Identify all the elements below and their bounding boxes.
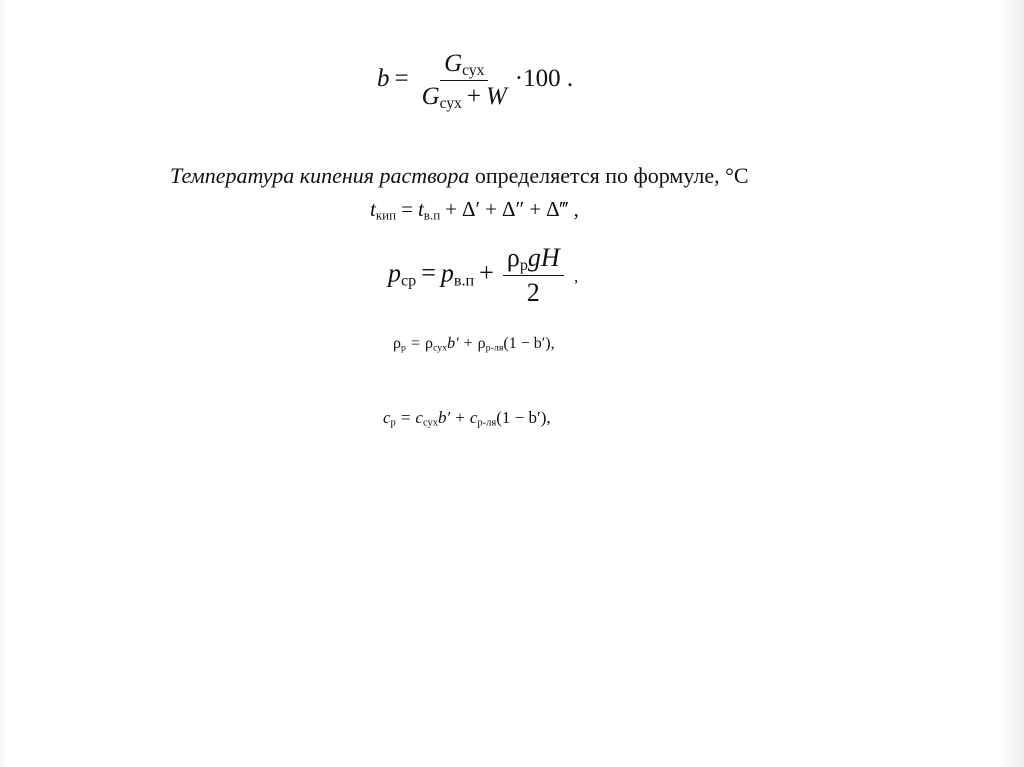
var-b-prime: b′ (438, 408, 451, 427)
var-t: t (417, 197, 424, 221)
var-c: c (415, 408, 423, 427)
equals-sign: = (421, 258, 436, 288)
delta-triple-prime: Δ‴ (546, 197, 569, 221)
plus-sign: + (463, 335, 473, 352)
var-g: G (421, 83, 440, 110)
fraction (503, 243, 564, 308)
var-t: t (370, 197, 376, 221)
numerator (440, 50, 488, 81)
denominator-value: 2 (526, 278, 540, 307)
slide-edge-shadow-right (998, 0, 1024, 767)
equals-sign: = (401, 197, 413, 221)
dot-operator: · (514, 65, 524, 93)
formula-solution-density (393, 335, 555, 353)
var-w: W (485, 83, 507, 110)
equals-sign: = (410, 335, 420, 352)
comma: , (546, 408, 551, 427)
subscript: р (390, 417, 396, 429)
var-gh: gH (527, 243, 560, 272)
var-g: G (444, 50, 463, 77)
intro-text (170, 163, 749, 189)
delta-double-prime: Δ″ (501, 197, 525, 221)
denominator (523, 276, 544, 308)
delta-prime: Δ′ (462, 197, 481, 221)
var-c: c (383, 408, 391, 427)
var-rho: ρ (393, 335, 401, 352)
formula-mean-pressure (388, 243, 578, 308)
parenthesized-term: (1 − b′) (503, 335, 551, 352)
var-p: p (440, 258, 454, 288)
var-c: c (469, 408, 478, 427)
formula-boiling-temperature (370, 197, 579, 222)
period: . (566, 65, 574, 93)
var-rho: ρ (477, 335, 486, 352)
subscript: р (519, 257, 528, 275)
intro-italic: Температура кипения раствора (170, 163, 470, 188)
plus-sign: + (445, 197, 458, 221)
numerator (503, 243, 564, 276)
subscript: р-ля (485, 342, 504, 354)
comma: , (574, 268, 579, 286)
subscript: сух (432, 342, 448, 354)
plus-sign: + (479, 258, 494, 288)
slide-edge-shadow-left (0, 0, 8, 767)
fraction (418, 50, 511, 111)
var-rho: ρ (424, 335, 433, 352)
subscript: сух (422, 417, 439, 429)
plus-sign: + (485, 197, 497, 221)
var-b: b (377, 65, 390, 93)
denominator (418, 81, 511, 111)
subscript: сух (439, 94, 462, 112)
subscript: кип (375, 207, 397, 223)
equals-sign: = (394, 65, 409, 93)
subscript: сух (462, 61, 485, 79)
var-rho: ρ (506, 243, 520, 272)
subscript: в.п (453, 272, 475, 290)
comma: , (573, 197, 579, 221)
multiplier: 100 (523, 65, 561, 93)
subscript: р-ля (477, 417, 497, 429)
formula-solution-heat-capacity (383, 408, 551, 428)
comma: , (550, 335, 555, 352)
var-b-prime: b′ (447, 335, 459, 352)
subscript: в.п (423, 207, 441, 223)
plus-sign: + (455, 408, 465, 427)
intro-rest: определяется по формуле, °С (469, 163, 749, 188)
var-p: p (388, 258, 401, 288)
plus-sign: + (466, 83, 481, 110)
formula-dry-fraction (377, 50, 573, 111)
subscript: ср (401, 272, 417, 290)
plus-sign: + (529, 197, 542, 221)
parenthesized-term: (1 − b′) (496, 408, 547, 427)
subscript: р (400, 342, 406, 354)
equals-sign: = (400, 408, 411, 427)
